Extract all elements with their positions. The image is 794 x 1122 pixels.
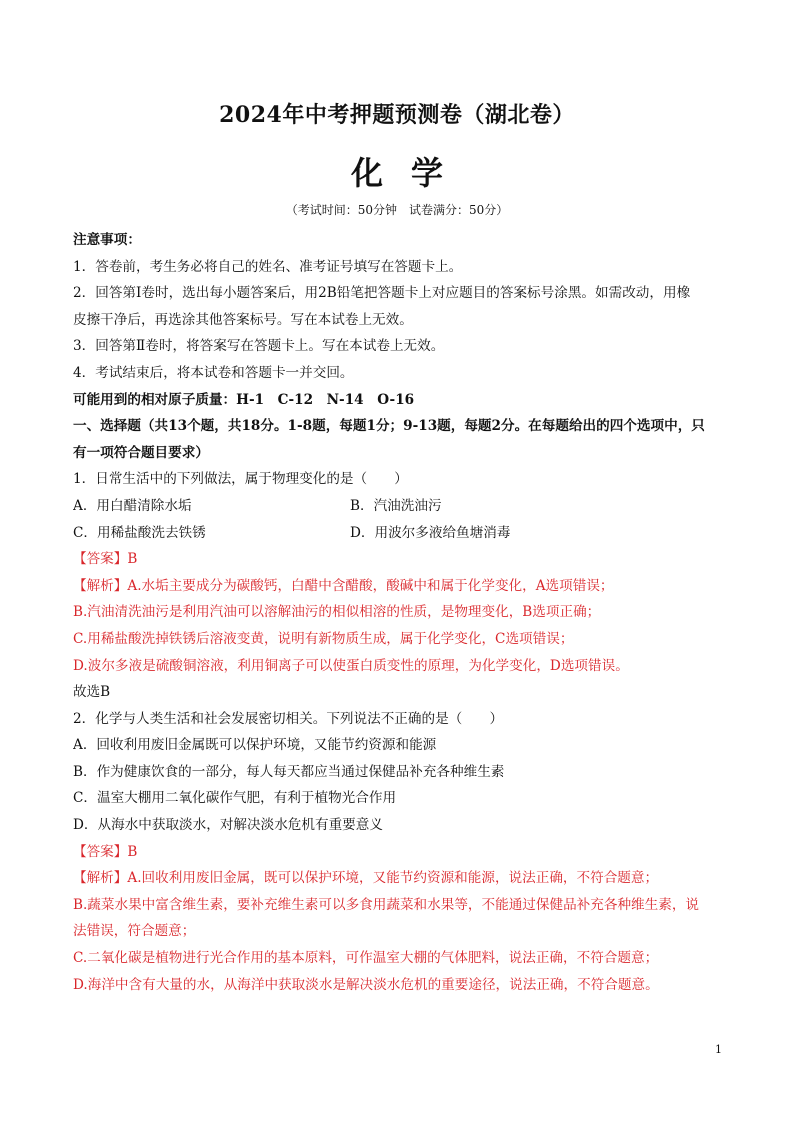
notice-item: 2．回答第Ⅰ卷时，选出每小题答案后，用2B铅笔把答题卡上对应题目的答案标号涂黑。如需改动，用橡 bbox=[73, 285, 691, 302]
question-1-options-row-1 bbox=[73, 493, 723, 520]
q1-analysis-a: A.水垢主要成分为碳酸钙，白醋中含醋酸，酸碱中和属于化学变化，A选项错误； bbox=[127, 577, 614, 594]
q2-analysis-b: B.蔬菜水果中富含维生素，要补充维生素可以多食用蔬菜和水果等，不能通过保健品补充各种维生素，说 bbox=[73, 896, 700, 913]
notice-item: 皮擦干净后，再选涂其他答案标号。写在本试卷上无效。 bbox=[73, 311, 413, 328]
q2-analysis-a: A.回收利用废旧金属，既可以保护环境，又能节约资源和能源，说法正确，不符合题意； bbox=[127, 870, 659, 887]
section-heading: 一、选择题（共13个题，共18分。1-8题，每题1分；9-13题，每题2分。在每题给出的四个选项中，只 bbox=[73, 418, 705, 435]
q1-analysis-label: 【解析】 bbox=[73, 577, 128, 594]
q1-analysis-b: B.汽油清洗油污是利用汽油可以溶解油污的相似相溶的性质，是物理变化，B选项正确； bbox=[73, 604, 601, 621]
q1-analysis-d: D.波尔多液是硫酸铜溶液，利用铜离子可以使蛋白质变性的原理，为化学变化，D选项错误。 bbox=[73, 657, 629, 674]
page-number: 1 bbox=[715, 1043, 722, 1056]
q1-option-a: A．用白醋清除水垢 bbox=[73, 497, 192, 514]
question-1-options-row-2 bbox=[73, 520, 723, 547]
notice-heading: 注意事项： bbox=[73, 232, 141, 248]
q2-analysis-d: D.海洋中含有大量的水，从海洋中获取淡水是解决淡水危机的重要途径，说法正确，不符合题意。 bbox=[73, 976, 659, 993]
exam-info: （考试时间：50分钟 试卷满分：50分） bbox=[285, 203, 509, 217]
q2-option-b: B．作为健康饮食的一部分，每人每天都应当通过保健品补充各种维生素 bbox=[73, 763, 505, 780]
q2-analysis-label: 【解析】 bbox=[73, 870, 128, 887]
q2-option-d: D．从海水中获取淡水，对解决淡水危机有重要意义 bbox=[73, 817, 383, 834]
question-1-stem: 1．日常生活中的下列做法，属于物理变化的是（ ） bbox=[73, 471, 408, 488]
exam-title: 2024年中考押题预测卷（湖北卷） bbox=[219, 102, 575, 128]
exam-body bbox=[73, 227, 723, 998]
q2-answer: 【答案】B bbox=[73, 843, 138, 860]
notice-item: 1．答卷前，考生务必将自己的姓名、准考证号填写在答题卡上。 bbox=[73, 258, 463, 275]
q2-analysis-line bbox=[73, 865, 723, 892]
q1-conclusion: 故选B bbox=[73, 684, 111, 701]
section-heading-cont: 有一项符合题目要求） bbox=[73, 444, 209, 461]
question-2-stem: 2．化学与人类生活和社会发展密切相关。下列说法不正确的是（ ） bbox=[73, 710, 504, 727]
q1-option-c: C．用稀盐酸洗去铁锈 bbox=[73, 524, 206, 541]
atomic-masses: 可能用到的相对原子质量：H-1 C-12 N-14 O-16 bbox=[73, 391, 415, 408]
notice-item: 3．回答第Ⅱ卷时，将答案写在答题卡上。写在本试卷上无效。 bbox=[73, 338, 445, 355]
q1-option-b: B．汽油洗油污 bbox=[350, 497, 442, 514]
q1-option-d: D．用波尔多液给鱼塘消毒 bbox=[350, 524, 511, 541]
subject-title: 化学 bbox=[350, 154, 471, 192]
q1-analysis-c: C.用稀盐酸洗掉铁锈后溶液变黄，说明有新物质生成，属于化学变化，C选项错误； bbox=[73, 630, 574, 647]
q2-analysis-c: C.二氧化碳是植物进行光合作用的基本原料，可作温室大棚的气体肥料，说法正确，不符合题意； bbox=[73, 950, 659, 967]
q1-answer: 【答案】B bbox=[73, 551, 138, 568]
q2-analysis-b-cont: 法错误，符合题意； bbox=[73, 923, 196, 940]
q1-analysis-line bbox=[73, 573, 723, 600]
q2-option-a: A．回收利用废旧金属既可以保护环境，又能节约资源和能源 bbox=[73, 737, 437, 754]
q2-option-c: C．温室大棚用二氧化碳作气肥，有利于植物光合作用 bbox=[73, 790, 397, 807]
notice-item: 4．考试结束后，将本试卷和答题卡一并交回。 bbox=[73, 364, 354, 381]
